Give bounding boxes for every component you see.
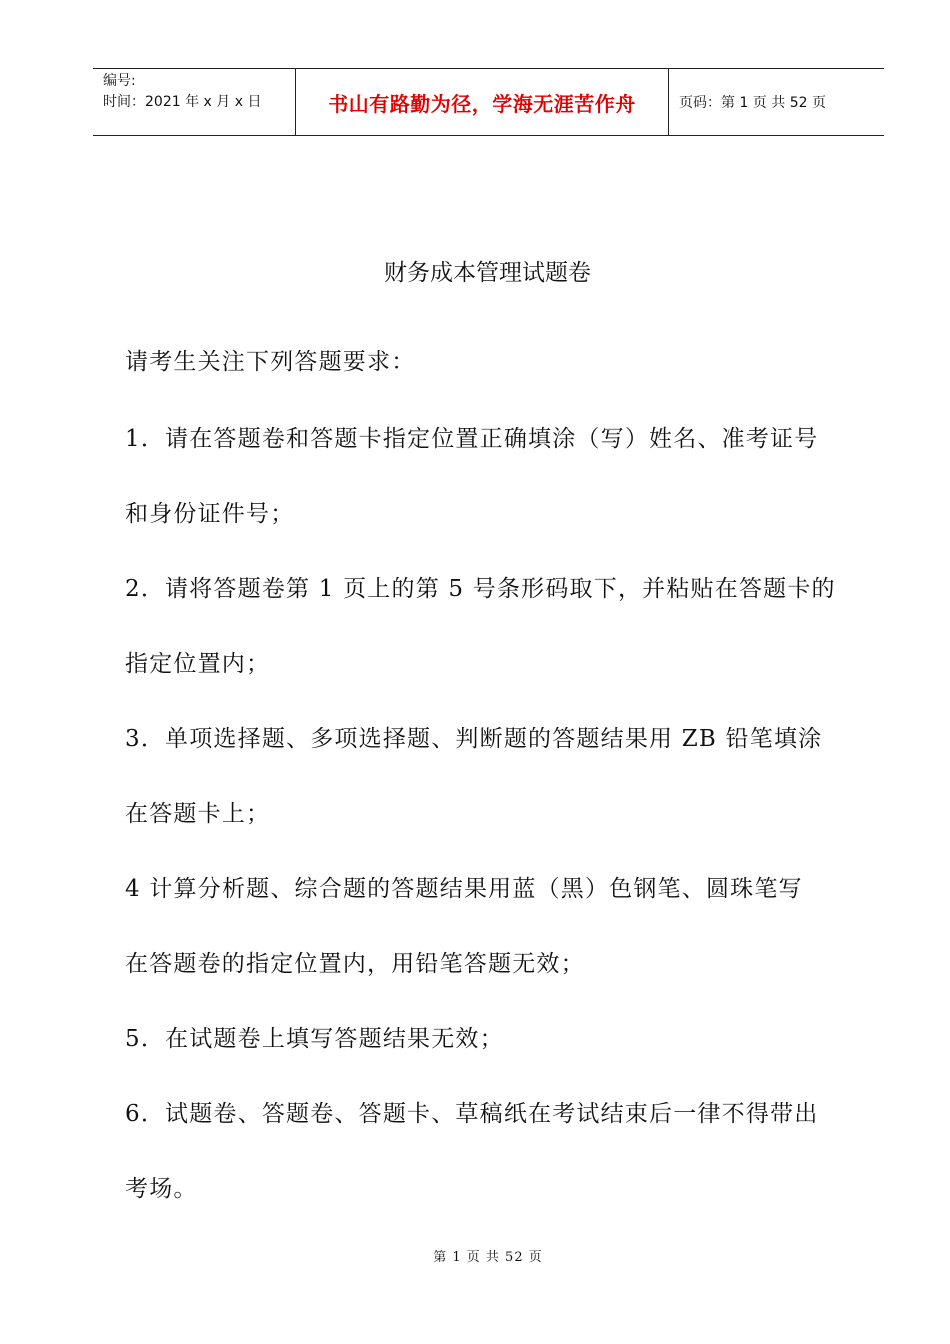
instruction-line: 和身份证件号； (125, 501, 295, 527)
instruction-line: 6．试题卷、答题卷、答题卡、草稿纸在考试结束后一律不得带出 (125, 1101, 819, 1127)
instruction-line: 5．在试题卷上填写答题结果无效； (125, 1026, 504, 1052)
serial-label: 编号: (103, 73, 136, 89)
instruction-line: 2．请将答题卷第 1 页上的第 5 号条形码取下，并粘贴在答题卡的 (125, 576, 836, 602)
header-page-info: 页码：第 1 页 共 52 页 (679, 95, 826, 111)
time-label: 时间：2021 年 x 月 x 日 (103, 94, 262, 110)
instruction-line: 考场。 (125, 1176, 198, 1202)
header-motto: 书山有路勤为径，学海无涯苦作舟 (295, 69, 669, 135)
instruction-line: 在答题卷的指定位置内，用铅笔答题无效； (125, 951, 585, 977)
instruction-line: 3．单项选择题、多项选择题、判断题的答题结果用 ZB 铅笔填涂 (125, 726, 823, 752)
page-header (93, 68, 884, 136)
instruction-line: 请考生关注下列答题要求： (125, 349, 416, 375)
instruction-line: 在答题卡上； (125, 801, 271, 827)
document-title: 财务成本管理试题卷 (384, 260, 591, 286)
instruction-line: 4 计算分析题、综合题的答题结果用蓝（黑）色钢笔、圆珠笔写 (125, 876, 803, 902)
instruction-line: 1．请在答题卷和答题卡指定位置正确填涂（写）姓名、准考证号 (125, 426, 819, 452)
instruction-line: 指定位置内； (125, 651, 271, 677)
page-footer: 第 1 页 共 52 页 (433, 1250, 543, 1265)
header-meta (93, 69, 295, 135)
